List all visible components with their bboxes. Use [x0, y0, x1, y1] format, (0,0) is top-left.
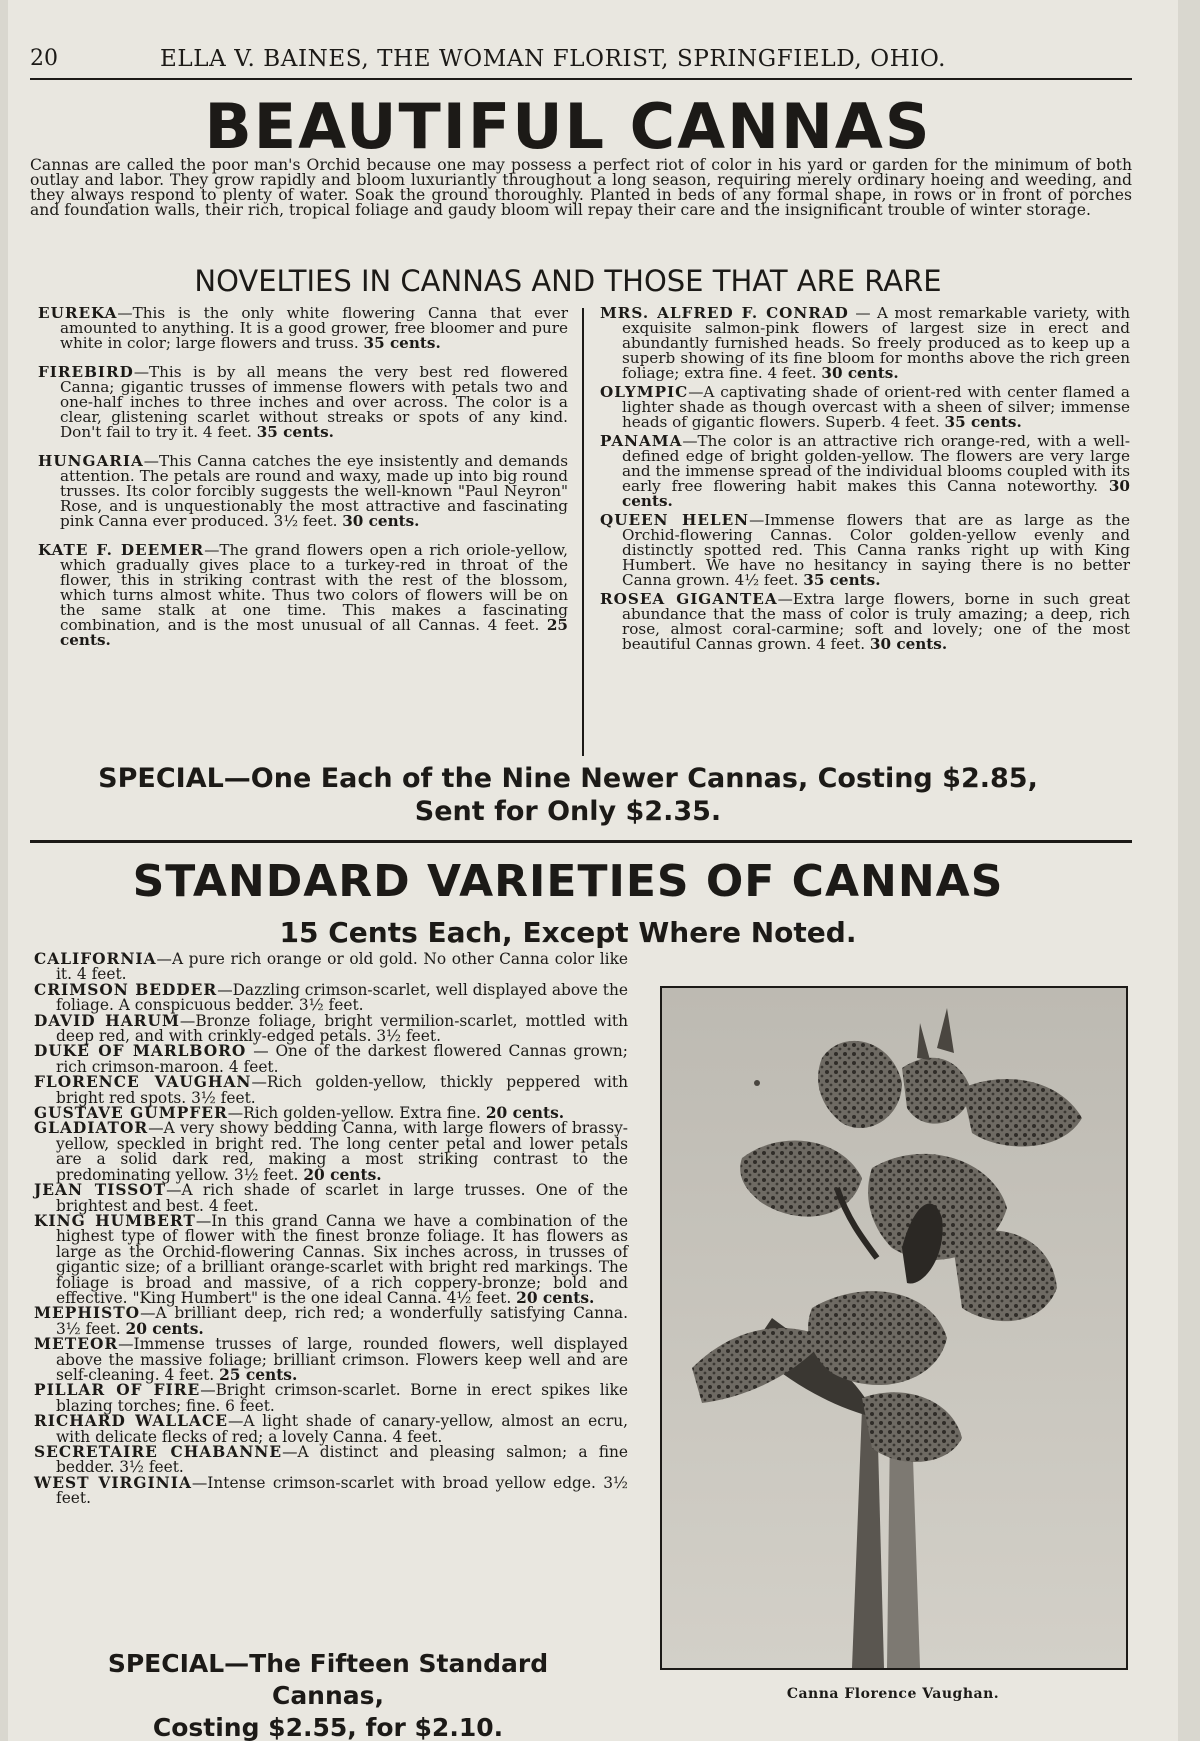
variety-price: 35 cents. [256, 423, 334, 441]
variety-price: 35 cents. [944, 413, 1022, 431]
canna-flower-illustration [662, 988, 1126, 1668]
variety-name: SECRETAIRE CHABANNE [34, 1443, 283, 1461]
variety-description: —A light shade of canary-yellow, almost an ecru, with delicate flecks of red; a lovely Canna. 4 feet. [56, 1412, 629, 1446]
variety-name: CRIMSON BEDDER [34, 980, 218, 999]
novelties-special-offer [8, 762, 1128, 828]
variety-name: DUKE OF MARLBORO [34, 1042, 247, 1061]
variety-price: 30 cents. [622, 477, 1130, 510]
variety-price: 20 cents. [125, 1319, 204, 1338]
standard-special-offer [48, 1648, 608, 1741]
variety-price: 25 cents. [219, 1365, 298, 1384]
variety-description: —Dazzling crimson-scarlet, well displayed above the foliage. A conspicuous bedder. 3½ feet. [56, 980, 629, 1015]
variety-name: MEPHISTO [34, 1304, 141, 1323]
variety-name: QUEEN HELEN [600, 511, 750, 529]
variety-price: 25 cents. [60, 616, 568, 649]
variety-description: —This is by all means the very best red flowered Canna; gigantic trusses of immense flowers with petals two and one-half inches to three inches and over across. The color is a clear, glistening scarlet without streaks or spots of any kind. Don't fail to try it. 4 feet. [60, 363, 568, 441]
column-divider [582, 308, 584, 756]
list-item [34, 1211, 629, 1307]
variety-description: —This is the only white flowering Canna that ever amounted to anything. It is a good grower, free bloomer and pure white in color; large flowers and truss. [60, 304, 568, 352]
photo-caption: Canna Florence Vaughan. [786, 1686, 1000, 1702]
variety-description: —A very showy bedding Canna, with large flowers of brassy-yellow, speckled in bright red. The long center petal and lower petals are a solid dark red, making a most striking contrast to the predominating yellow. 3½ feet. [56, 1119, 628, 1184]
variety-price: 35 cents. [363, 334, 441, 352]
variety-description: —Intense crimson-scarlet with broad yellow edge. 3½ feet. [56, 1473, 628, 1508]
variety-name: GLADIATOR [34, 1119, 149, 1138]
variety-description: —Immense trusses of large, rounded flowers, well displayed above the massive foliage; brilliant crimson. Flowers keep well and are self-cleaning. 4 feet. [56, 1335, 628, 1384]
list-item [34, 952, 628, 983]
list-item [600, 306, 1130, 381]
list-item [34, 1414, 628, 1445]
variety-name: KATE F. DEEMER [38, 541, 205, 559]
special-offer-line: Sent for Only $2.35. [414, 796, 722, 827]
list-item [34, 1183, 628, 1214]
variety-name: HUNGARIA [38, 452, 144, 470]
variety-description: —The color is an attractive rich orange-red, with a well-defined edge of bright golden-yellow. The flowers are very large and the immense spread of the individual blooms coupled with its early free flowering habit makes this Canna noteworthy. [622, 432, 1130, 495]
variety-price: 20 cents. [485, 1104, 565, 1123]
page-title: BEAUTIFUL CANNAS [204, 90, 932, 163]
variety-price: 30 cents. [869, 635, 948, 653]
variety-name: KING HUMBERT [34, 1211, 196, 1230]
variety-name: FIREBIRD [38, 363, 134, 381]
variety-name: PANAMA [600, 432, 683, 450]
list-item [34, 980, 629, 1015]
list-item [34, 1306, 628, 1337]
list-item [34, 1121, 628, 1183]
list-item [38, 365, 568, 440]
variety-name: DAVID HARUM [34, 1011, 180, 1030]
variety-description: —Extra large flowers, borne in such great abundance that the mass of color is truly amazing; a deep, rich rose, almost coral-carmine; soft and lovely; one of the most beautiful Cannas grown. 4 feet. [622, 590, 1130, 653]
novelties-left-column [38, 306, 568, 662]
special-offer-line: Costing $2.55, for $2.10. [152, 1713, 504, 1741]
special-offer-line: SPECIAL—One Each of the Nine Newer Cannas, Costing $2.85, [98, 763, 1038, 794]
variety-description: — A most remarkable variety, with exquisite salmon-pink flowers of largest size in erect and abundantly furnished heads. So freely produced as to keep up a superb showing of its fine bloom for months above the rich green foliage; extra fine. 4 feet. [622, 304, 1130, 382]
standard-heading: STANDARD VARIETIES OF CANNAS [132, 856, 1004, 907]
list-item [34, 1337, 628, 1383]
variety-description: —Bright crimson-scarlet. Borne in erect spikes like blazing torches; fine. 6 feet. [56, 1381, 628, 1415]
variety-description: —Bronze foliage, bright vermilion-scarlet, mottled with deep red, and with crinkly-edged petals. 3½ feet. [56, 1011, 628, 1046]
variety-description: —Immense flowers that are as large as the Orchid-flowering Cannas. Color golden-yellow evenly and distinctly spotted red. This Canna ranks right up with King Humbert. We have no hesitancy in saying there is no better Canna grown. 4½ feet. [622, 511, 1131, 589]
standard-varieties-list [34, 952, 628, 1507]
list-item [38, 543, 568, 648]
variety-description: —Rich golden-yellow. Extra fine. [227, 1104, 486, 1123]
list-item [600, 385, 1130, 430]
list-item [34, 1011, 628, 1046]
variety-name: ROSEA GIGANTEA [600, 590, 778, 608]
variety-description: —This Canna catches the eye insistently and demands attention. The petals are round and waxy, made up into big round trusses. Its color forcibly suggests the well-known "Paul Neyron" Rose, and is unquestionably the most attractive and fascinating pink Canna ever produced. 3½ feet. [60, 452, 568, 530]
variety-description: — One of the darkest flowered Cannas grown; rich crimson-maroon. 4 feet. [56, 1042, 628, 1076]
variety-name: FLORENCE VAUGHAN [34, 1073, 252, 1092]
page-number: 20 [30, 46, 58, 71]
variety-name: RICHARD WALLACE [34, 1412, 228, 1431]
variety-description: —A brilliant deep, rich red; a wonderfully satisfying Canna. 3½ feet. [56, 1304, 628, 1338]
special-offer-line: SPECIAL—The Fifteen Standard Cannas, [107, 1649, 549, 1710]
variety-price: 35 cents. [803, 571, 881, 589]
list-item [38, 454, 568, 529]
variety-name: GUSTAVE GUMPFER [34, 1104, 228, 1123]
list-item [38, 306, 568, 351]
standard-subheading: 15 Cents Each, Except Where Noted. [279, 916, 857, 949]
variety-name: MRS. ALFRED F. CONRAD [600, 304, 849, 322]
variety-price: 20 cents. [303, 1165, 382, 1184]
list-item [34, 1075, 628, 1106]
list-item [34, 1445, 628, 1476]
variety-name: PILLAR OF FIRE [34, 1381, 201, 1400]
variety-name: JEAN TISSOT [34, 1181, 167, 1200]
variety-name: WEST VIRGINIA [34, 1473, 192, 1492]
list-item [34, 1044, 628, 1075]
list-item [600, 434, 1130, 509]
running-head: ELLA V. BAINES, THE WOMAN FLORIST, SPRINGFIELD, OHIO. [160, 46, 947, 72]
canna-photograph [660, 986, 1128, 1670]
variety-price: 30 cents. [342, 512, 420, 530]
variety-description: —A distinct and pleasing salmon; a fine bedder. 3½ feet. [56, 1443, 628, 1477]
page-header [30, 40, 1132, 80]
variety-name: EUREKA [38, 304, 118, 322]
intro-paragraph: Cannas are called the poor man's Orchid because one may possess a perfect riot of color in his yard or garden for the minimum of both outlay and labor. They grow rapidly and bloom luxuriantly throughout a long season, requiring merely ordinary hoeing and weeding, and they always respond to plenty of water. Soak the ground thoroughly. Planted in beds of any formal shape, in rows or in front of porches and foundation walls, their rich, tropical foliage and gaudy bloom will repay their care and the insignificant trouble of winter storage. [30, 156, 1132, 219]
list-item [34, 1473, 628, 1508]
variety-name: OLYMPIC [600, 383, 689, 401]
variety-price: 30 cents. [821, 364, 899, 382]
section-divider [30, 840, 1132, 843]
list-item [600, 513, 1130, 588]
variety-description: —A pure rich orange or old gold. No other Canna color like it. 4 feet. [56, 950, 628, 984]
list-item [34, 1383, 628, 1414]
novelties-heading: NOVELTIES IN CANNAS AND THOSE THAT ARE RARE [194, 264, 942, 298]
variety-description: —In this grand Canna we have a combination of the highest type of flower with the finest bronze foliage. It has flowers as large as the Orchid-flowering Cannas. Six inches across, in trusses of gigantic size; of a brilliant orange-scarlet with bright red markings. The foliage is broad and massive, of a rich coppery-bronze; bold and effective. "King Humbert" is the one ideal Canna. 4½ feet. [56, 1211, 629, 1307]
variety-name: METEOR [34, 1335, 119, 1354]
variety-description: —Rich golden-yellow, thickly peppered with bright red spots. 3½ feet. [56, 1073, 628, 1107]
catalog-page [8, 0, 1178, 1741]
variety-description: —A rich shade of scarlet in large trusses. One of the brightest and best. 4 feet. [56, 1181, 628, 1215]
variety-price: 20 cents. [516, 1288, 595, 1307]
list-item [600, 592, 1130, 652]
novelties-right-column [600, 306, 1130, 656]
variety-description: —A captivating shade of orient-red with center flamed a lighter shade as though overcast with a sheen of silver; immense heads of gigantic flowers. Superb. 4 feet. [622, 383, 1130, 431]
variety-description: —The grand flowers open a rich oriole-yellow, which gradually gives place to a turkey-red in throat of the flower, this in striking contrast with the rest of the blossom, which turns almost white. Thus two colors of flowers will be on the same stalk at one time. This makes a fascinating combination, and is the most unusual of all Cannas. 4 feet. [60, 541, 568, 634]
variety-name: CALIFORNIA [34, 950, 157, 968]
